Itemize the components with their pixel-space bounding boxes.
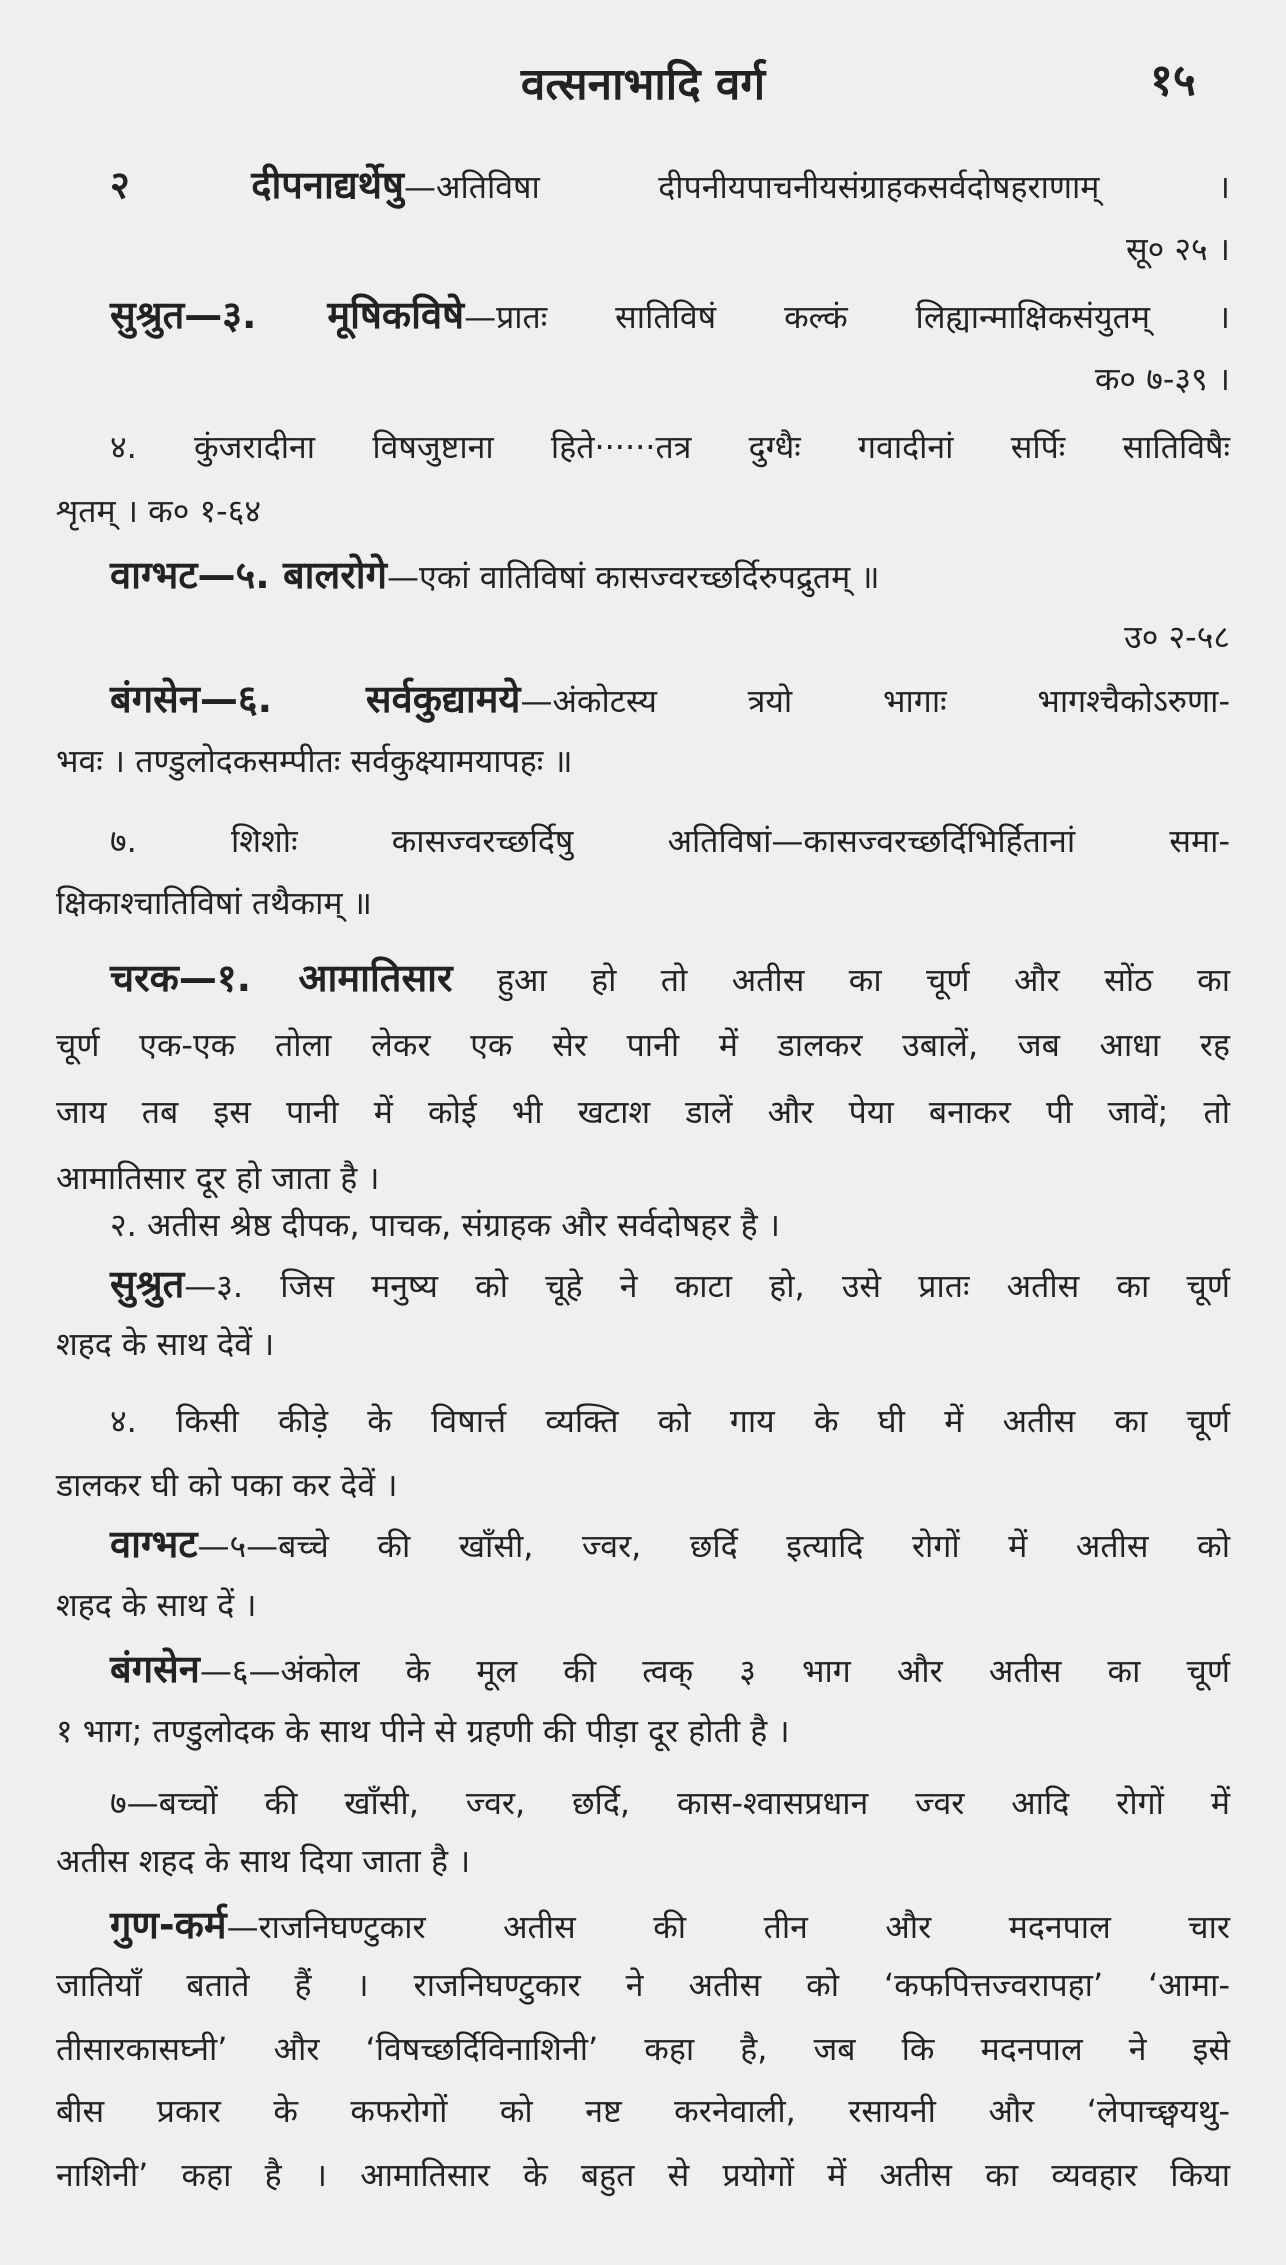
- sanskrit-para-7-line1: ७. शिशोः कासज्वरच्छर्दिषु अतिविषां—कासज्वरच्छर्दिभिर्हितानां समा-: [110, 822, 1230, 860]
- sanskrit-vagbhata-ref: उ० २-५८: [1124, 618, 1230, 656]
- hindi-charak-line4: आमातिसार दूर हो जाता है ।: [56, 1159, 380, 1197]
- hindi-sushruta-label: सुश्रुत: [110, 1262, 185, 1306]
- hindi-gunkarm-line4: बीस प्रकार के कफरोगों को नष्ट करनेवाली, रसायनी और ‘लेपाच्छ्वयथु-: [56, 2092, 1230, 2130]
- hindi-sushruta-text: —३. जिस मनुष्य को चूहे ने काटा हो, उसे प्रातः अतीस का चूर्ण: [184, 1267, 1230, 1305]
- sanskrit-sushruta: [110, 292, 1230, 340]
- page-number: १५: [1150, 55, 1196, 106]
- hindi-vagbhata-label: वाग्भट: [110, 1522, 198, 1566]
- sanskrit-sushruta-label: सुश्रुत—३. मूषिकविषे: [110, 293, 465, 337]
- sanskrit-text-2: —अतिविषा दीपनीयपाचनीयसंग्राहकसर्वदोषहराणाम् ।: [404, 168, 1230, 206]
- hindi-charak-line2: चूर्ण एक-एक तोला लेकर एक सेर पानी में डालकर उबालें, जब आधा रह: [56, 1026, 1230, 1064]
- hindi-vagbhata-line1: [110, 1521, 1230, 1569]
- hindi-sushruta-line1: [110, 1261, 1230, 1309]
- hindi-charak-line1: [110, 955, 1230, 1003]
- sanskrit-vagbhata-label: वाग्भट—५. बालरोगे: [110, 553, 388, 597]
- hindi-gunkarm-line1: [110, 1902, 1230, 1950]
- sanskrit-sushruta-ref: क० ७-३९ ।: [1094, 360, 1230, 398]
- hindi-sushruta-line2: शहद के साथ देवें ।: [56, 1325, 275, 1363]
- hindi-bangsen-line2: १ भाग; तण्डुलोदक के साथ पीने से ग्रहणी की पीड़ा दूर होती है ।: [56, 1712, 790, 1750]
- hindi-bangsen-text: —६—अंकोल के मूल की त्वक् ३ भाग और अतीस का चूर्ण: [199, 1652, 1230, 1690]
- sanskrit-vagbhata-text: —एकां वातिविषां कासज्वरच्छर्दिरुपद्रुतम् ॥: [387, 558, 880, 596]
- hindi-charak-label: चरक—१. आमातिसार: [110, 956, 453, 1000]
- hindi-charak-text: हुआ हो तो अतीस का चूर्ण और सोंठ का: [496, 961, 1230, 999]
- page-header-title: वत्सनाभादि वर्ग: [520, 59, 766, 110]
- hindi-gunkarm-line2: जातियाँ बताते हैं । राजनिघण्टुकार ने अतीस को ‘कफपित्तज्वरापहा’ ‘आमा-: [56, 1966, 1230, 2004]
- hindi-para-4-line1: ४. किसी कीड़े के विषार्त्त व्यक्ति को गाय के घी में अतीस का चूर्ण: [110, 1402, 1230, 1440]
- hindi-bangsen-line1: [110, 1646, 1230, 1694]
- hindi-para-4-line2: डालकर घी को पका कर देवें ।: [56, 1466, 398, 1504]
- sanskrit-label-2: २ दीपनाद्यर्थेषु: [110, 163, 404, 207]
- sanskrit-para-7-line2: क्षिकाश्चातिविषां तथैकाम् ॥: [56, 884, 372, 922]
- sanskrit-bangsen-line2: भवः । तण्डुलोदकसम्पीतः सर्वकुक्ष्यामयापहः ॥: [56, 742, 573, 780]
- sanskrit-bangsen: [110, 676, 1230, 724]
- hindi-vagbhata-text: —५—बच्चे की खाँसी, ज्वर, छर्दि इत्यादि रोगों में अतीस को: [197, 1527, 1230, 1565]
- hindi-vagbhata-line2: शहद के साथ दें ।: [56, 1586, 257, 1624]
- hindi-gunkarm-label: गुण-कर्म: [110, 1903, 227, 1947]
- sanskrit-bangsen-label: बंगसेन—६. सर्वकुद्यामये: [110, 677, 521, 721]
- hindi-para-2: २. अतीस श्रेष्ठ दीपक, पाचक, संग्राहक और सर्वदोषहर है ।: [110, 1206, 780, 1244]
- sanskrit-sushruta-text: —प्रातः सातिविषं कल्कं लिह्यान्माक्षिकसंयुतम् ।: [464, 298, 1231, 336]
- sanskrit-para-2: [110, 162, 1230, 210]
- sanskrit-para-4-line1: ४. कुंजरादीना विषजुष्टाना हिते······तत्र दुग्धैः गवादीनां सर्पिः सातिविषैः: [110, 428, 1230, 466]
- sanskrit-vagbhata: [110, 552, 1230, 600]
- hindi-gunkarm-line3: तीसारकासघ्नी’ और ‘विषच्छर्दिविनाशिनी’ कहा है, जब कि मदनपाल ने इसे: [56, 2030, 1230, 2068]
- hindi-charak-line3: जाय तब इस पानी में कोई भी खटाश डालें और पेया बनाकर पी जावें; तो: [56, 1093, 1230, 1131]
- hindi-gunkarm-line5: नाशिनी’ कहा है । आमातिसार के बहुत से प्रयोगों में अतीस का व्यवहार किया: [56, 2156, 1230, 2194]
- sanskrit-bangsen-text: —अंकोटस्य त्रयो भागाः भागश्चैकोऽरुणा-: [520, 682, 1230, 720]
- sanskrit-ref-2: सू० २५ ।: [1125, 230, 1230, 268]
- hindi-para-7-line1: ७—बच्चों की खाँसी, ज्वर, छर्दि, कास-श्वासप्रधान ज्वर आदि रोगों में: [110, 1784, 1230, 1822]
- hindi-para-7-line2: अतीस शहद के साथ दिया जाता है ।: [56, 1842, 471, 1880]
- hindi-gunkarm-text: —राजनिघण्टुकार अतीस की तीन और मदनपाल चार: [226, 1908, 1230, 1946]
- sanskrit-para-4-line2: शृतम् । क० १-६४: [56, 492, 261, 530]
- hindi-bangsen-label: बंगसेन: [110, 1647, 200, 1691]
